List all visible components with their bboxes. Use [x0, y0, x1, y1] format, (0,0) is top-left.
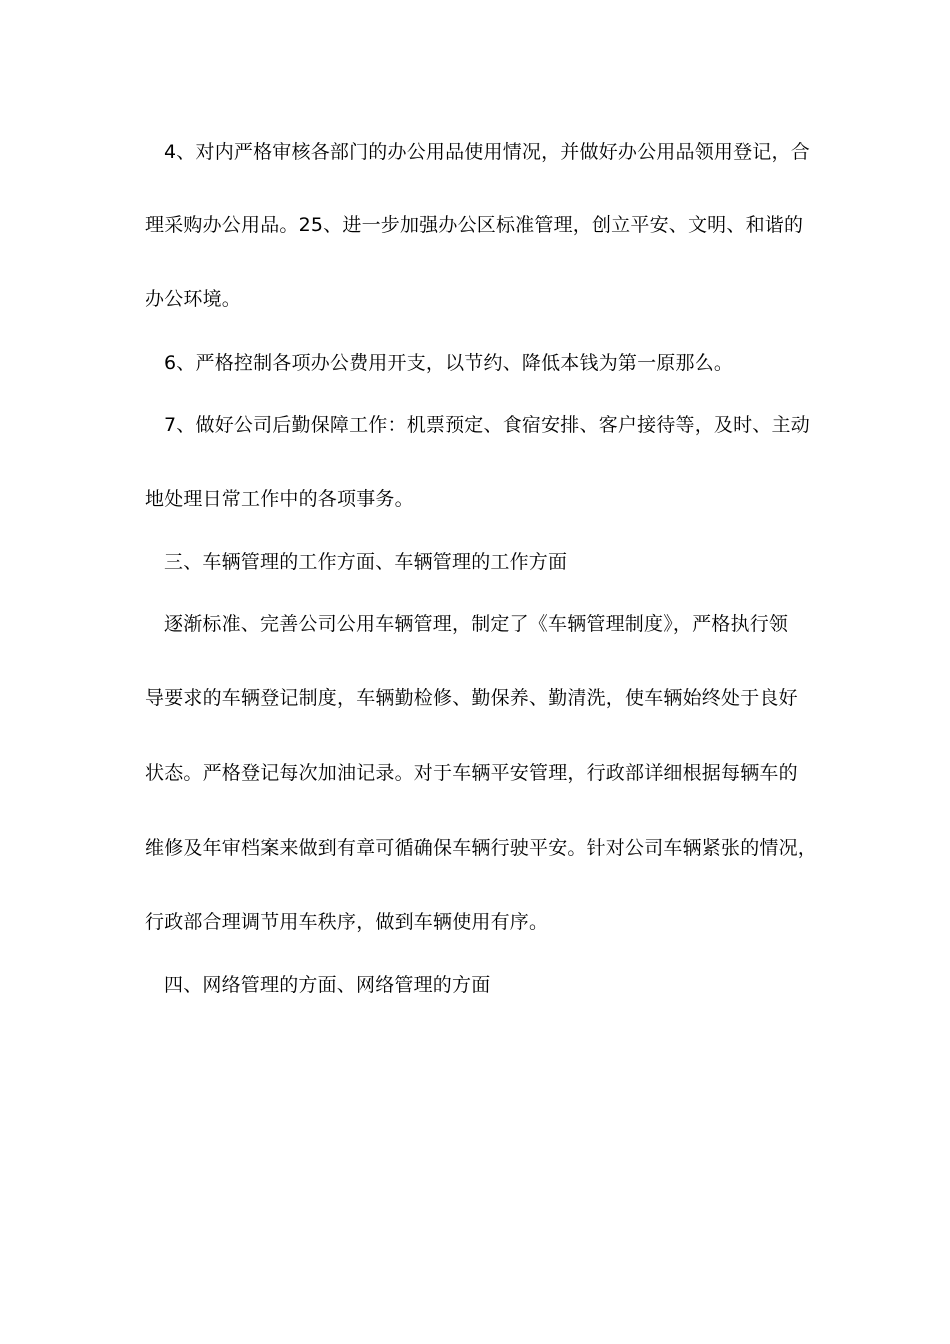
paragraph-line: 办公环境。 [145, 288, 242, 310]
paragraph-line: 行政部合理调节用车秩序，做到车辆使用有序。 [145, 911, 549, 933]
paragraph-line: 7、做好公司后勤保障工作：机票预定、食宿安排、客户接待等，及时、主动 [164, 414, 810, 436]
paragraph-line: 导要求的车辆登记制度，车辆勤检修、勤保养、勤清洗，使车辆始终处于良好 [145, 687, 798, 709]
section-heading: 三、车辆管理的工作方面、车辆管理的工作方面 [164, 551, 568, 573]
paragraph-line: 状态。严格登记每次加油记录。对于车辆平安管理，行政部详细根据每辆车的 [145, 762, 798, 784]
paragraph-line: 理采购办公用品。25、进一步加强办公区标准管理，创立平安、文明、和谐的 [145, 214, 804, 236]
paragraph-line: 4、对内严格审核各部门的办公用品使用情况，并做好办公用品领用登记，合 [164, 141, 810, 163]
paragraph-line: 6、严格控制各项办公费用开支，以节约、降低本钱为第一原那么。 [164, 352, 734, 374]
section-heading: 四、网络管理的方面、网络管理的方面 [164, 974, 491, 996]
paragraph-line: 维修及年审档案来做到有章可循确保车辆行驶平安。针对公司车辆紧张的情况， [145, 837, 818, 859]
paragraph-line: 逐渐标准、完善公司公用车辆管理，制定了《车辆管理制度》，严格执行领 [164, 613, 789, 635]
paragraph-line: 地处理日常工作中的各项事务。 [145, 488, 414, 510]
